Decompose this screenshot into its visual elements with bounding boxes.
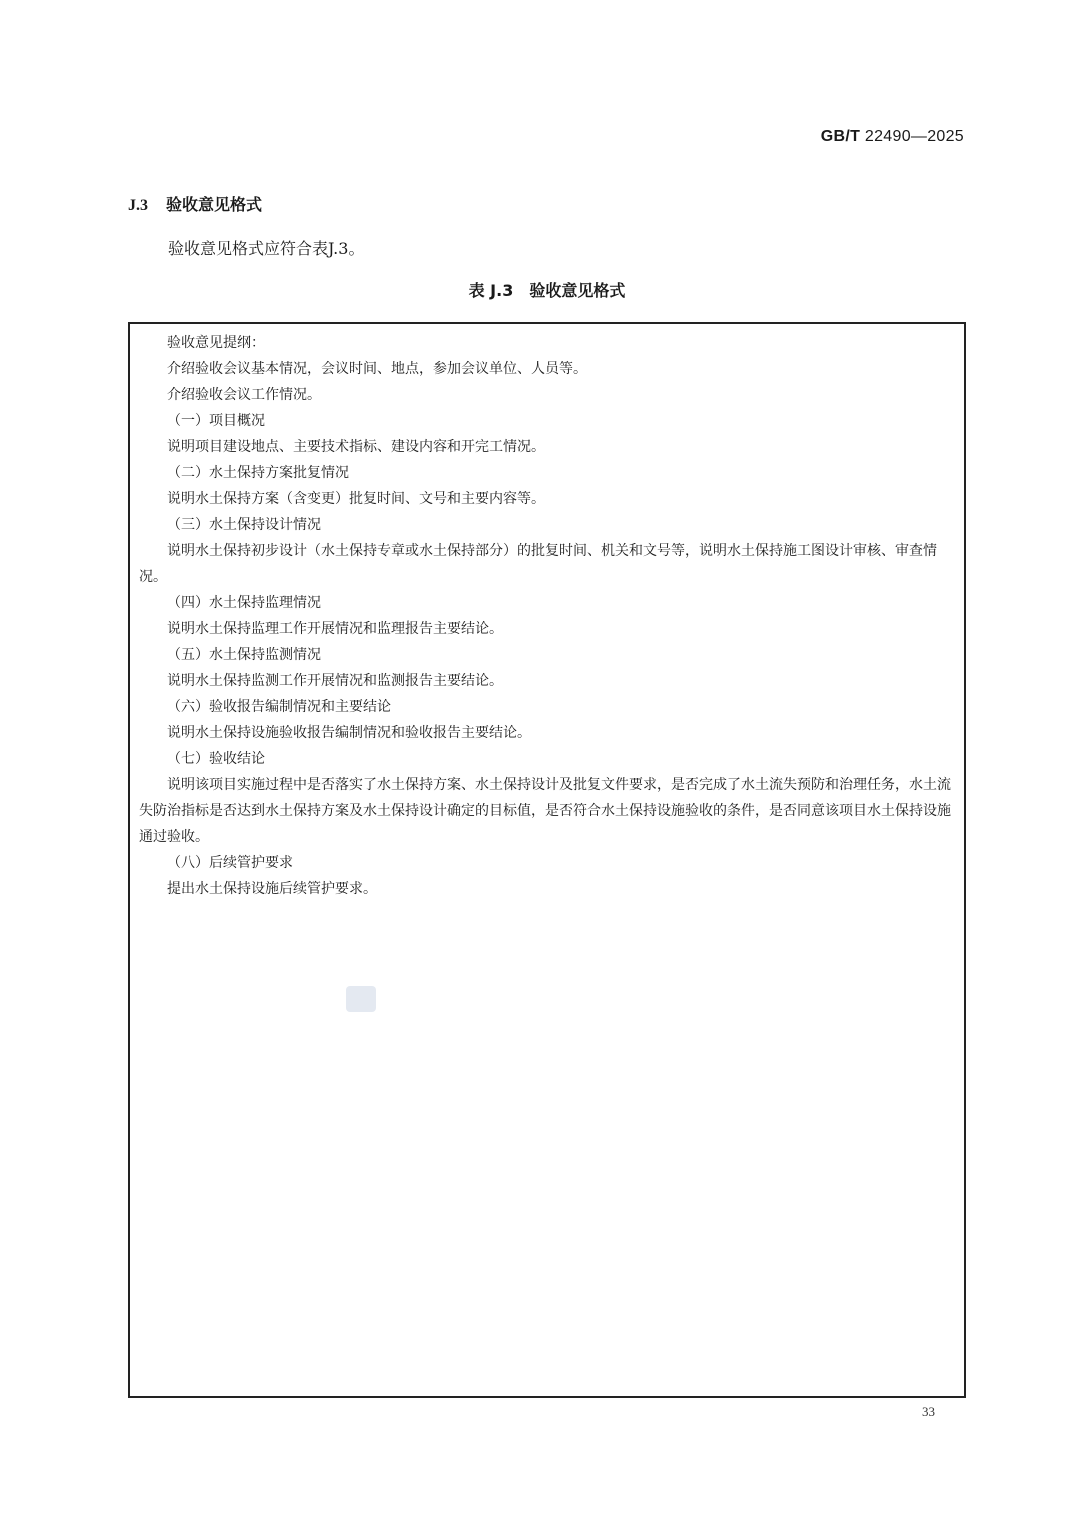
table-line: 说明项目建设地点、主要技术指标、建设内容和开完工情况。 [167, 439, 545, 455]
table-line: 说明水土保持方案（含变更）批复时间、文号和主要内容等。 [167, 491, 545, 507]
section-number: J.3 [128, 197, 148, 214]
section-title: 验收意见格式 [166, 195, 263, 214]
table-line: （一）项目概况 [167, 413, 265, 429]
standard-code: 22490—2025 [864, 128, 964, 145]
table-line: （二）水土保持方案批复情况 [167, 465, 349, 481]
table-line: （五）水土保持监测情况 [167, 647, 321, 663]
table-line: （三）水土保持设计情况 [167, 517, 321, 533]
table-caption-title: 验收意见格式 [529, 281, 626, 300]
acceptance-opinion-table [128, 322, 966, 1398]
table-line: 提出水土保持设施后续管护要求。 [167, 881, 377, 897]
table-body [130, 324, 964, 902]
standard-number [821, 128, 964, 146]
section-heading [128, 192, 262, 215]
table-line: （六）验收报告编制情况和主要结论 [167, 699, 391, 715]
page-number: 33 [922, 1404, 935, 1419]
table-caption-number: 表 J.3 [468, 281, 514, 300]
table-line: 介绍验收会议基本情况，会议时间、地点，参加会议单位、人员等。 [167, 361, 587, 377]
standard-prefix: GB/T [820, 128, 861, 145]
table-line: （七）验收结论 [167, 751, 265, 767]
table-line: （四）水土保持监理情况 [167, 595, 321, 611]
table-line: 说明水土保持初步设计（水土保持专章或水土保持部分）的批复时间、机关和文号等，说明水土保持施工图设计审核、审查情况。 [139, 543, 937, 585]
watermark-logo [346, 986, 376, 1012]
table-line: 介绍验收会议工作情况。 [167, 387, 321, 403]
table-line: 说明水土保持设施验收报告编制情况和验收报告主要结论。 [167, 725, 531, 741]
table-line: 验收意见提纲： [167, 335, 265, 351]
table-caption [0, 278, 1080, 301]
table-line: 说明该项目实施过程中是否落实了水土保持方案、水土保持设计及批复文件要求，是否完成了水土流失预防和治理任务，水土流失防治指标是否达到水土保持方案及水土保持设计确定的目标值，是否符合水土保持设施验收的条件，是否同意该项目水土保持设施通过验收。 [139, 777, 951, 845]
table-line: 说明水土保持监测工作开展情况和监测报告主要结论。 [167, 673, 503, 689]
table-line: （八）后续管护要求 [167, 855, 293, 871]
intro-paragraph: 验收意见格式应符合表J.3。 [168, 239, 365, 258]
table-line: 说明水土保持监理工作开展情况和监理报告主要结论。 [167, 621, 503, 637]
